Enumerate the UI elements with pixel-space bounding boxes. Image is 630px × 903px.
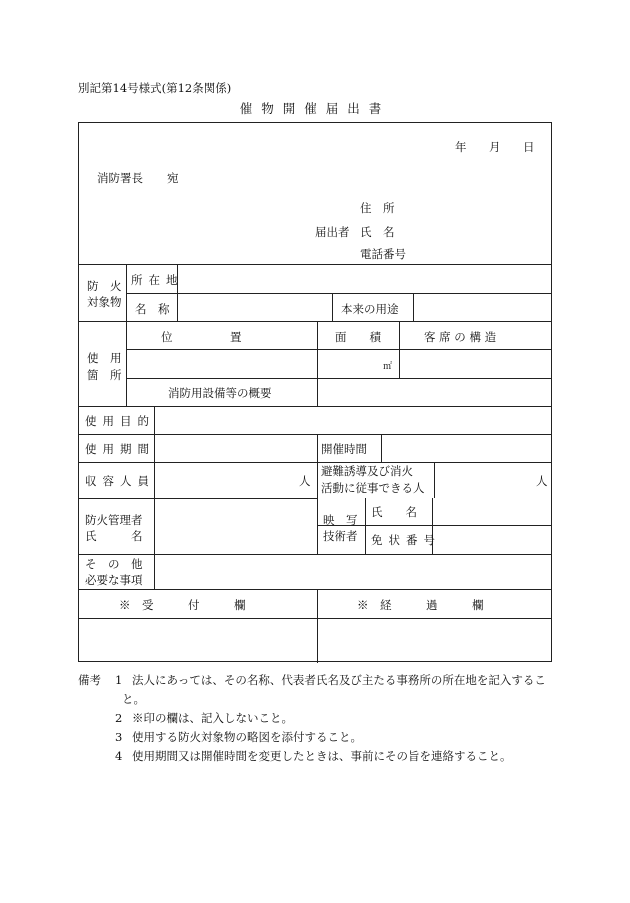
note-number: 2 bbox=[115, 711, 123, 725]
location-label: 所在地 bbox=[131, 273, 184, 287]
usage-period-label: 使用期間 bbox=[85, 442, 155, 456]
notifier-label: 届出者 bbox=[315, 225, 350, 239]
license-number-label: 免状番号 bbox=[371, 533, 441, 547]
form-number: 別記第14号様式(第12条関係) bbox=[78, 81, 232, 95]
note-text: 法人にあっては、その名称、代表者氏名及び主たる事務所の所在地を記入するこ bbox=[132, 673, 546, 687]
target-object-label-2: 対象物 bbox=[87, 295, 122, 309]
area-label: 面 積 bbox=[335, 330, 381, 344]
fire-manager-label-1: 防火管理者 bbox=[85, 513, 143, 527]
area-unit: ㎡ bbox=[383, 362, 393, 372]
phone-label: 電話番号 bbox=[360, 247, 406, 261]
note-number: 4 bbox=[115, 749, 123, 763]
note-text: 使用期間又は開催時間を変更したときは、事前にその旨を連絡すること。 bbox=[132, 749, 512, 763]
event-time-label: 開催時間 bbox=[321, 442, 367, 456]
note-text-continued: と。 bbox=[122, 692, 145, 706]
evacuation-label-2: 活動に従事できる人 bbox=[321, 481, 425, 495]
target-object-label-1: 防 火 bbox=[87, 279, 122, 293]
note-number: 3 bbox=[115, 730, 123, 744]
seating-structure-label: 客 席 の 構 造 bbox=[424, 330, 497, 344]
other-label-1: そ の 他 bbox=[85, 557, 143, 571]
capacity-label: 収容人員 bbox=[85, 474, 155, 488]
equipment-summary-label: 消防用設備等の概要 bbox=[168, 386, 272, 400]
original-purpose-label: 本来の用途 bbox=[341, 302, 399, 316]
addressee-suffix: 宛 bbox=[167, 171, 179, 185]
evacuation-unit: 人 bbox=[536, 474, 548, 488]
projectionist-label-1: 映 写 bbox=[323, 513, 358, 527]
notes-heading: 備考 bbox=[78, 673, 101, 687]
position-label: 位 置 bbox=[161, 330, 242, 344]
address-label: 住 所 bbox=[360, 201, 395, 215]
projectionist-label-2: 技術者 bbox=[323, 529, 358, 543]
object-name-label: 名 称 bbox=[135, 302, 170, 316]
usage-place-label-2: 箇 所 bbox=[87, 368, 122, 382]
reception-column-label: ※ 受 付 欄 bbox=[119, 598, 246, 612]
fire-manager-label-2: 氏 名 bbox=[85, 529, 143, 543]
addressee-label: 消防署長 bbox=[97, 171, 143, 185]
progress-column-label: ※ 経 過 欄 bbox=[357, 598, 484, 612]
note-text: 使用する防火対象物の略図を添付すること。 bbox=[132, 730, 362, 744]
evacuation-label-1: 避難誘導及び消火 bbox=[321, 464, 413, 478]
note-text: ※印の欄は、記入しないこと。 bbox=[132, 711, 293, 725]
projectionist-name-label: 氏 名 bbox=[371, 505, 417, 519]
date-month-label: 月 bbox=[489, 140, 501, 154]
other-label-2: 必要な事項 bbox=[85, 573, 143, 587]
date-day-label: 日 bbox=[523, 140, 535, 154]
usage-place-label-1: 使 用 bbox=[87, 351, 122, 365]
form-title: 催物開催届出書 bbox=[239, 101, 391, 116]
note-number: 1 bbox=[115, 673, 123, 687]
capacity-unit: 人 bbox=[299, 474, 311, 488]
usage-purpose-label: 使用目的 bbox=[85, 414, 155, 428]
form-table bbox=[78, 122, 552, 662]
name-label: 氏 名 bbox=[360, 225, 395, 239]
date-year-label: 年 bbox=[455, 140, 467, 154]
